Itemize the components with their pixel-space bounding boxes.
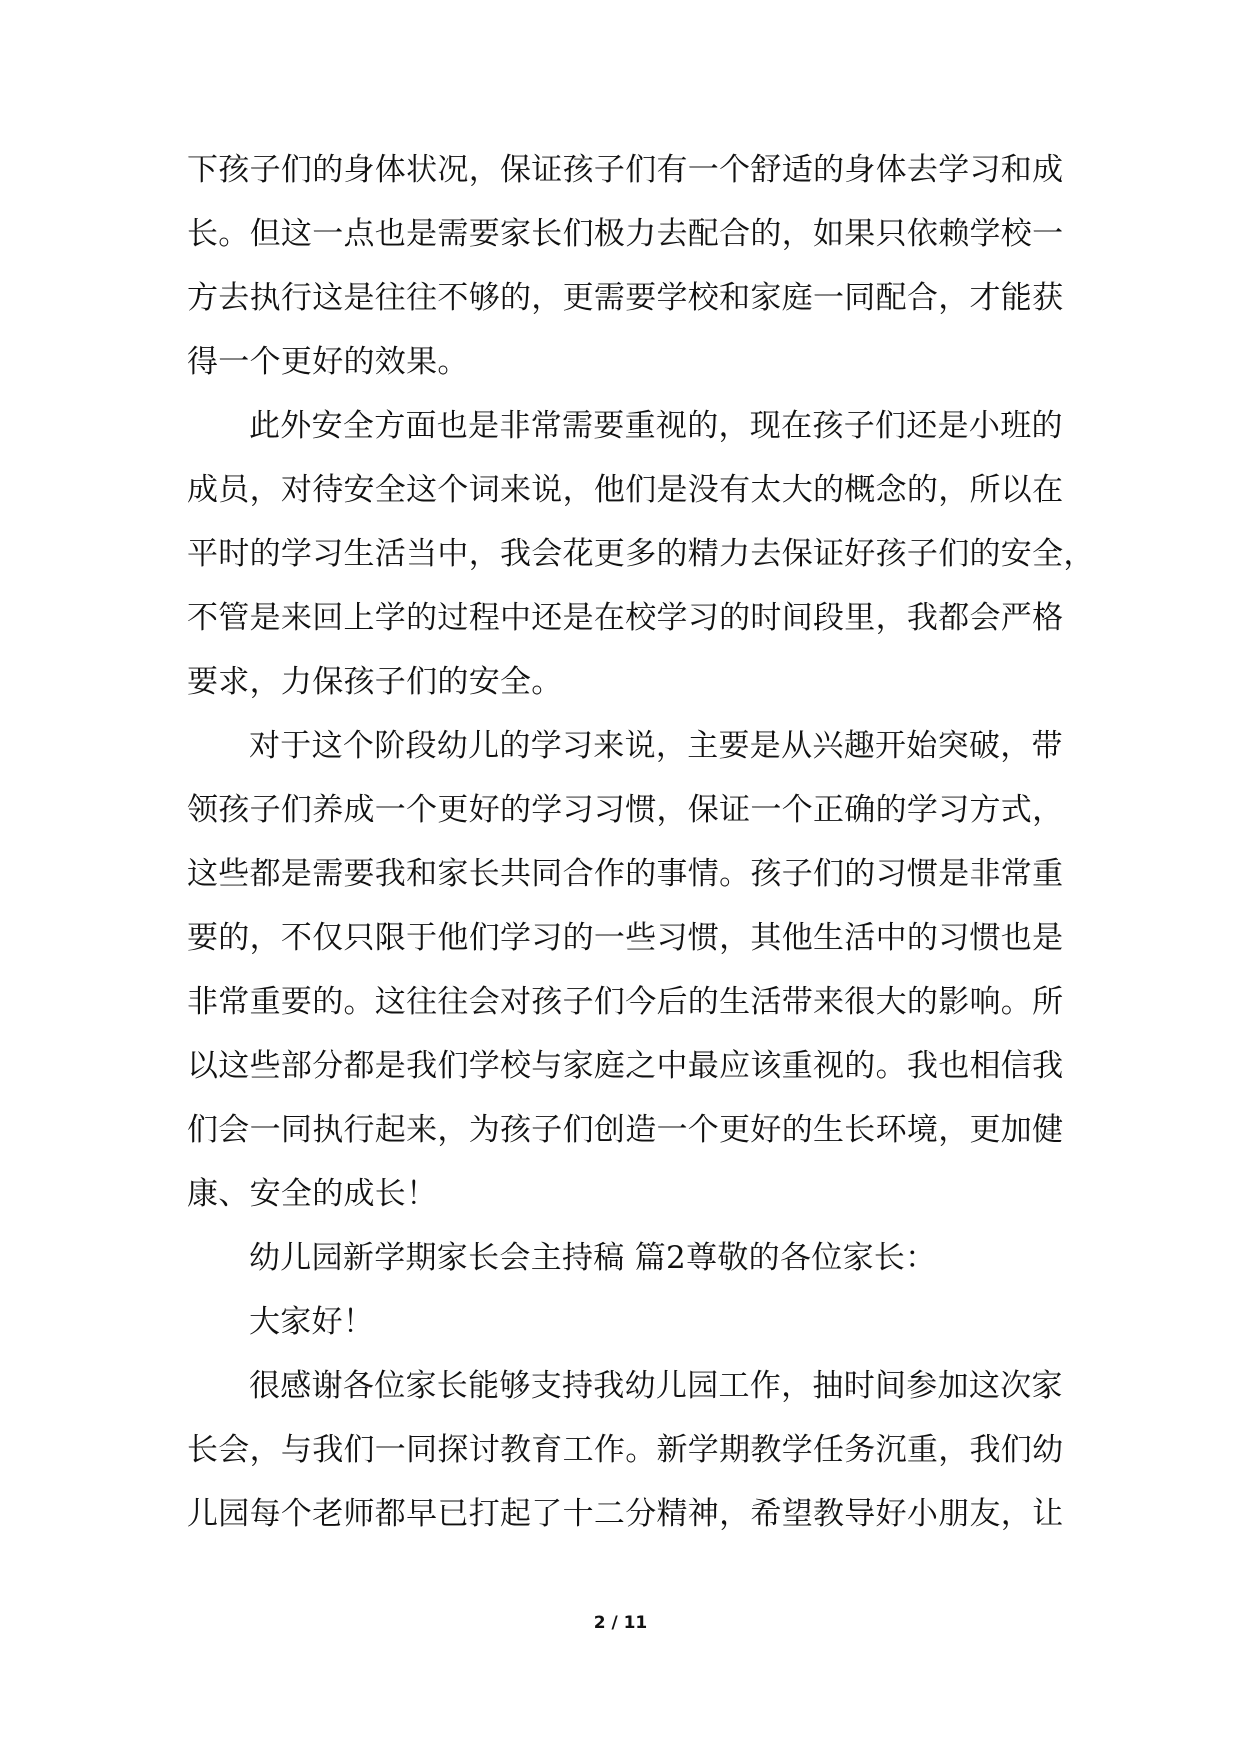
text-line: 成员，对待安全这个词来说，他们是没有太大的概念的，所以在 [187, 472, 1064, 508]
text-line: 不管是来回上学的过程中还是在校学习的时间段里，我都会严格 [187, 600, 1064, 636]
text-line: 平时的学习生活当中，我会花更多的精力去保证好孩子们的安全， [187, 536, 1095, 572]
text-line: 对于这个阶段幼儿的学习来说，主要是从兴趣开始突破，带 [249, 728, 1063, 764]
text-line: 此外安全方面也是非常需要重视的，现在孩子们还是小班的 [249, 408, 1063, 444]
text-line: 要求，力保孩子们的安全。 [187, 664, 563, 700]
text-line: 以这些部分都是我们学校与家庭之中最应该重视的。我也相信我 [187, 1048, 1064, 1084]
text-line: 们会一同执行起来，为孩子们创造一个更好的生长环境，更加健 [187, 1112, 1064, 1148]
page-number: 2 / 11 [593, 1613, 648, 1633]
text-line: 非常重要的。这往往会对孩子们今后的生活带来很大的影响。所 [187, 984, 1064, 1020]
text-line: 下孩子们的身体状况，保证孩子们有一个舒适的身体去学习和成 [187, 152, 1064, 188]
text-line: 方去执行这是往往不够的，更需要学校和家庭一同配合，才能获 [187, 280, 1064, 316]
greeting-line: 大家好！ [249, 1304, 375, 1340]
section-heading: 幼儿园新学期家长会主持稿 篇2尊敬的各位家长： [249, 1240, 937, 1276]
text-line: 长会，与我们一同探讨教育工作。新学期教学任务沉重，我们幼 [187, 1432, 1064, 1468]
text-line: 得一个更好的效果。 [187, 344, 469, 380]
text-line: 长。但这一点也是需要家长们极力去配合的，如果只依赖学校一 [187, 216, 1064, 252]
text-line: 领孩子们养成一个更好的学习习惯，保证一个正确的学习方式， [187, 792, 1064, 828]
text-line: 康、安全的成长！ [187, 1176, 438, 1212]
text-line: 儿园每个老师都早已打起了十二分精神，希望教导好小朋友，让 [187, 1496, 1064, 1532]
text-line: 很感谢各位家长能够支持我幼儿园工作，抽时间参加这次家 [249, 1368, 1063, 1404]
text-line: 这些都是需要我和家长共同合作的事情。孩子们的习惯是非常重 [187, 856, 1064, 892]
text-line: 要的，不仅只限于他们学习的一些习惯，其他生活中的习惯也是 [187, 920, 1064, 956]
